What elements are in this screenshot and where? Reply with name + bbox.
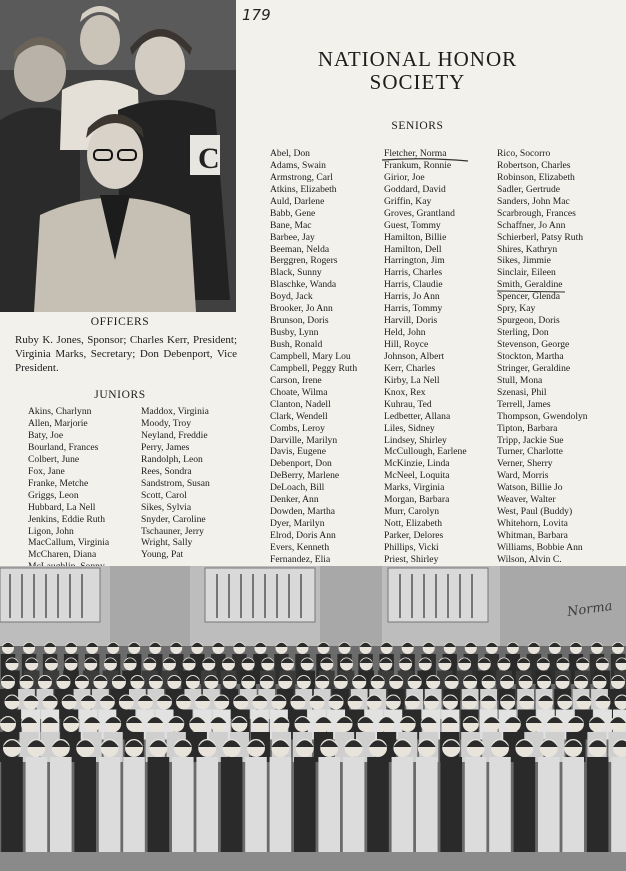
senior-name: Terrell, James [497, 398, 551, 410]
senior-name: Rico, Socorro [497, 148, 551, 159]
senior-name: Whitehorn, Lovita [497, 518, 568, 530]
junior-name: Rees, Sondra [141, 465, 192, 477]
senior-name: Schaffner, Jo Ann [497, 219, 566, 231]
seniors-column-3 [497, 148, 588, 590]
senior-name: Frankum, Ronnie [384, 159, 452, 171]
senior-name: Stull, Mona [497, 374, 543, 386]
senior-name: Kerr, Charles [384, 362, 436, 374]
senior-name: Hamilton, Billie [384, 231, 447, 243]
senior-name: Lindsey, Shirley [384, 434, 447, 446]
senior-name: Darville, Marilyn [270, 434, 338, 446]
senior-name: Busby, Lynn [270, 327, 319, 339]
senior-name: Tripp, Jackie Sue [497, 434, 564, 446]
senior-name: Marks, Virginia [384, 482, 445, 494]
senior-name: Nott, Elizabeth [384, 518, 443, 530]
senior-name: Johnson, Albert [384, 350, 445, 362]
junior-name: Colbert, June [28, 453, 80, 465]
senior-name: Auld, Darlene [270, 195, 325, 207]
senior-name: West, Paul (Buddy) [497, 506, 573, 518]
senior-name: Choate, Wilma [270, 386, 328, 398]
junior-name: Moody, Troy [141, 417, 192, 429]
senior-name: Harris, Claudie [384, 279, 443, 291]
senior-name: McNeel, Loquita [384, 470, 450, 482]
junior-name: Allen, Marjorie [28, 417, 88, 429]
senior-name: Clanton, Nadell [270, 398, 331, 410]
juniors-column-2 [141, 406, 210, 561]
senior-name: Goddard, David [384, 183, 446, 195]
senior-name: Parker, Delores [384, 530, 444, 541]
junior-name: Jenkins, Eddie Ruth [28, 513, 106, 525]
title-line-2: SOCIETY [369, 70, 466, 94]
senior-name: Weaver, Walter [497, 494, 556, 506]
senior-name: Combs, Leroy [270, 422, 325, 434]
officers-photo-illustration [0, 0, 236, 312]
title-line-1: NATIONAL HONOR [317, 47, 518, 71]
senior-name: Carson, Irene [270, 374, 322, 386]
senior-name: Knox, Rex [384, 386, 426, 398]
senior-name: Girior, Joe [384, 171, 425, 183]
senior-name: Campbell, Peggy Ruth [270, 362, 358, 374]
senior-name: DeLoach, Bill [270, 482, 325, 494]
senior-name: Verner, Sherry [497, 458, 553, 470]
senior-name: Sikes, Jimmie [497, 255, 551, 267]
senior-name: DeBerry, Marlene [270, 470, 340, 482]
senior-name: Kuhrau, Ted [384, 398, 432, 410]
junior-name: Bourland, Frances [28, 441, 99, 453]
senior-name: Robinson, Elizabeth [497, 171, 575, 183]
senior-name: Dowden, Martha [270, 506, 336, 518]
senior-name: Stevenson, George [497, 339, 570, 350]
junior-name: Young, Pat [141, 549, 184, 561]
senior-name: Davis, Eugene [270, 446, 326, 458]
senior-name: Robertson, Charles [497, 159, 571, 171]
senior-name: Evers, Kenneth [270, 541, 330, 553]
senior-name: Sinclair, Eileen [497, 267, 556, 279]
senior-name: Wilson, Alvin C. [497, 553, 562, 565]
senior-name: Harvill, Doris [384, 315, 438, 327]
senior-name: Dyer, Marilyn [270, 518, 325, 530]
svg-text:C: C [198, 142, 220, 175]
senior-name: Ledbetter, Allana [384, 410, 451, 422]
page-title [300, 48, 535, 94]
senior-name: Ward, Morris [497, 470, 549, 482]
senior-name: Morgan, Barbara [384, 494, 450, 506]
pen-underline-mark [380, 157, 470, 163]
officers-photo [0, 0, 236, 312]
senior-name: Spry, Kay [497, 303, 536, 315]
junior-name: Scott, Carol [141, 489, 187, 501]
senior-name: Fletcher, Norma [384, 148, 447, 159]
senior-name: Whitman, Barbara [497, 530, 568, 541]
senior-name: McCullough, Earlene [384, 446, 467, 458]
senior-name: Spencer, Glenda [497, 291, 561, 303]
junior-name: Fox, Jane [28, 465, 65, 477]
junior-name: McCharen, Diana [28, 549, 97, 561]
junior-name: Tschauner, Jerry [141, 525, 204, 537]
senior-name: Campbell, Mary Lou [270, 350, 351, 362]
senior-name: Beeman, Nelda [270, 243, 330, 255]
junior-name: Griggs, Leon [28, 489, 79, 501]
senior-name: Liles, Sidney [384, 422, 435, 434]
junior-name: Hubbard, La Nell [28, 501, 96, 513]
senior-name: Harris, Charles [384, 267, 443, 279]
junior-name: Baty, Joe [28, 429, 64, 441]
senior-name: Turner, Charlotte [497, 446, 563, 458]
senior-name: Harris, Jo Ann [384, 291, 440, 303]
junior-name: Perry, James [141, 441, 190, 453]
senior-name: Groves, Grantland [384, 207, 455, 219]
group-photo-illustration [0, 566, 626, 871]
senior-name: Armstrong, Carl [270, 171, 333, 183]
senior-name: Brunson, Doris [270, 315, 329, 327]
junior-name: Sikes, Sylvia [141, 501, 192, 513]
senior-name: Sadler, Gertrude [497, 183, 561, 195]
senior-name: Sterling, Don [497, 327, 549, 339]
senior-name: Bane, Mac [270, 219, 312, 231]
senior-name: Blaschke, Wanda [270, 279, 337, 291]
junior-name: Wright, Sally [141, 537, 193, 549]
senior-name: Thompson, Gwendolyn [497, 410, 588, 422]
senior-name: Denker, Ann [270, 494, 319, 506]
junior-name: Ligon, John [28, 525, 74, 537]
junior-name: Maddox, Virginia [141, 406, 209, 417]
senior-name: Babb, Gene [270, 207, 316, 219]
senior-name: Elrod, Doris Ann [270, 530, 336, 541]
junior-name: Franke, Metche [28, 477, 89, 489]
officers-caption: Ruby K. Jones, Sponsor; Charles Kerr, President; Virginia Marks, Secretary; Don Debenport, Vice President. [15, 334, 237, 374]
senior-name: Hill, Royce [384, 339, 429, 350]
senior-name: Hamilton, Dell [384, 243, 442, 255]
junior-name: MacCallum, Virginia [28, 537, 110, 549]
officers-heading: OFFICERS [90, 316, 150, 328]
senior-name: Harris, Tommy [384, 303, 443, 315]
senior-name: Bush, Ronald [270, 339, 323, 350]
senior-name: Priest, Shirley [384, 553, 439, 565]
senior-name: Stockton, Martha [497, 350, 564, 362]
senior-name: Fernandez, Elia [270, 553, 331, 565]
pen-underline-mark-2 [495, 289, 567, 294]
senior-name: Williams, Bobbie Ann [497, 541, 583, 553]
senior-name: Kirby, La Nell [384, 374, 440, 386]
seniors-column-1 [270, 148, 357, 590]
senior-name: Tipton, Barbara [497, 422, 558, 434]
senior-name: Griffin, Kay [384, 195, 432, 207]
junior-name: Randolph, Leon [141, 453, 203, 465]
senior-name: Berggren, Rogers [270, 255, 338, 267]
senior-name: Scarbrough, Frances [497, 207, 576, 219]
junior-name: Neyland, Freddie [141, 429, 208, 441]
junior-name: Snyder, Caroline [141, 513, 206, 525]
senior-name: Barbee, Jay [270, 231, 315, 243]
senior-name: Schierberl, Patsy Ruth [497, 231, 584, 243]
page-number: 179 [242, 6, 271, 24]
senior-name: Clark, Wendell [270, 410, 328, 422]
senior-name: Adams, Swain [270, 159, 326, 171]
senior-name: Brooker, Jo Ann [270, 303, 333, 315]
senior-name: Spurgeon, Doris [497, 315, 560, 327]
senior-name: Sanders, John Mac [497, 195, 570, 207]
senior-name: Watson, Billie Jo [497, 482, 563, 494]
junior-name: Akins, Charlynn [28, 406, 92, 417]
senior-name: Abel, Don [270, 148, 310, 159]
senior-name: Atkins, Elizabeth [270, 183, 337, 195]
senior-name: Debenport, Don [270, 458, 332, 470]
senior-name: Szenasi, Phil [497, 386, 547, 398]
senior-name: Black, Sunny [270, 267, 322, 279]
senior-name: Stringer, Geraldine [497, 362, 571, 374]
seniors-column-2 [384, 148, 467, 590]
senior-name: Phillips, Vicki [384, 541, 439, 553]
junior-name: Sandstrom, Susan [141, 477, 210, 489]
senior-name: Held, John [384, 327, 426, 339]
senior-name: Harrington, Jim [384, 255, 445, 267]
senior-name: Guest, Tommy [384, 219, 441, 231]
senior-name: Murr, Carolyn [384, 506, 440, 518]
handwritten-note: Norma [566, 598, 614, 621]
senior-name: Shires, Kathryn [497, 243, 558, 255]
senior-name: Smith, Geraldine [497, 279, 563, 291]
juniors-column-1 [28, 406, 109, 573]
group-photo [0, 566, 626, 871]
seniors-heading: SENIORS [391, 120, 444, 132]
juniors-heading: JUNIORS [94, 389, 146, 401]
senior-name: Boyd, Jack [270, 291, 313, 303]
senior-name: McKinzie, Linda [384, 458, 450, 470]
